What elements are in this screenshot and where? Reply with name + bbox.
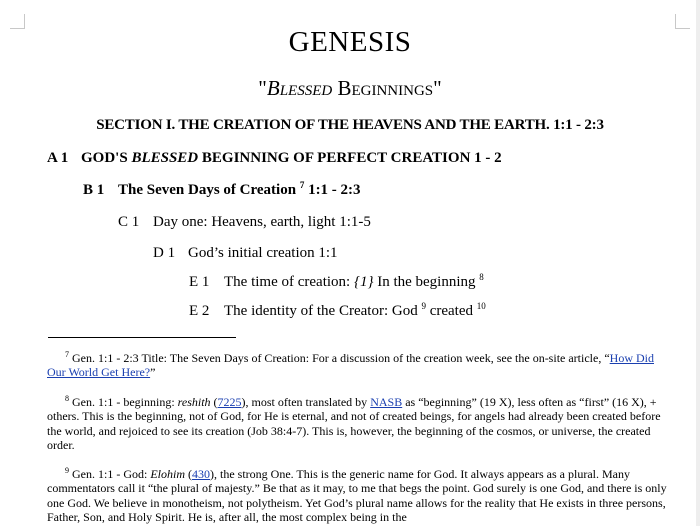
outline-b1 bbox=[83, 182, 361, 199]
outline-b1-label: B 1 bbox=[83, 182, 105, 198]
section-heading: SECTION I. THE CREATION OF THE HEAVENS AND THE EARTH. 1:1 - 2:3 bbox=[96, 117, 604, 133]
footnote-9 bbox=[47, 467, 671, 524]
subtitle-open-quote: " bbox=[258, 76, 267, 100]
outline-e2-label: E 2 bbox=[189, 303, 210, 319]
outline-e2 bbox=[189, 303, 486, 320]
footnote-ref-7[interactable]: 7 bbox=[299, 180, 305, 190]
footnote-ref-10[interactable]: 10 bbox=[476, 301, 486, 311]
outline-c1-label: C 1 bbox=[118, 214, 140, 230]
footnote-7-text: Gen. 1:1 - 2:3 Title: The Seven Days of Creation: For a discussion of the creation week, see the on-site article, “ bbox=[69, 351, 610, 365]
outline-e1-brace: {1} bbox=[353, 274, 374, 290]
footnote-ref-9[interactable]: 9 bbox=[421, 301, 426, 311]
outline-e1-pre: The time of creation: bbox=[224, 274, 354, 290]
footnote-7 bbox=[47, 351, 671, 380]
subtitle-italic: Blessed bbox=[266, 76, 333, 100]
outline-e2-post: created bbox=[425, 303, 477, 319]
outline-e1 bbox=[189, 274, 484, 291]
outline-d1-label: D 1 bbox=[153, 245, 176, 261]
outline-c1 bbox=[118, 214, 371, 231]
footnote-8-italic: reshith bbox=[177, 395, 211, 409]
outline-d1 bbox=[153, 245, 338, 262]
scrollbar[interactable] bbox=[696, 0, 700, 526]
outline-a1 bbox=[47, 150, 502, 167]
footnote-9-rest: ), the strong One. This is the generic name for God. It always appears as a plural. Many commentators call it “the plural of majesty.” Be that as it may, to me that begs the point. God surely is one God, and there is only one God. We believe in monotheism, not polytheism. Yet God’s plural name allows for the reality that He exists in three persons, Father, Son, and Holy Spirit. He is, after all, the most complex being in the bbox=[47, 467, 667, 524]
book-title: GENESIS bbox=[288, 26, 412, 58]
outline-e1-post: In the beginning bbox=[373, 274, 480, 290]
footnote-ref-8[interactable]: 8 bbox=[479, 272, 484, 282]
strongs-link-430[interactable]: 430 bbox=[192, 467, 210, 481]
footnote-8-paren: ( bbox=[210, 395, 218, 409]
outline-c1-text: Day one: Heavens, earth, light 1:1-5 bbox=[153, 214, 371, 230]
subtitle-close-quote: " bbox=[433, 76, 442, 100]
footnote-7-number: 7 bbox=[65, 350, 69, 359]
footnote-8-number: 8 bbox=[65, 394, 69, 403]
footnote-9-pre: Gen. 1:1 - God: bbox=[69, 467, 151, 481]
outline-e1-label: E 1 bbox=[189, 274, 210, 290]
outline-a1-pre: GOD'S bbox=[81, 150, 132, 166]
footnote-7-after: ” bbox=[150, 365, 156, 380]
footnote-8-pre: Gen. 1:1 - beginning: bbox=[69, 395, 178, 409]
outline-b1-ref: 1:1 - 2:3 bbox=[304, 182, 361, 198]
subtitle-rest: Beginnings bbox=[332, 76, 434, 100]
footnote-8-rest: as “beginning” (19 X), less often as “first” (16 X), + others. This is the beginning, not of God, for He is eternal, and not of created beings, for angels had already been created before the world, and rejoiced to see its creation (Job 38:4-7). This is, however, the beginning of the cosmos, or universe, the created order. bbox=[47, 395, 661, 452]
book-subtitle bbox=[0, 76, 700, 101]
nasb-link[interactable]: NASB bbox=[370, 395, 403, 409]
outline-e2-pre: The identity of the Creator: God bbox=[224, 303, 422, 319]
outline-a1-label: A 1 bbox=[47, 150, 69, 166]
footnote-separator bbox=[48, 337, 236, 338]
strongs-link-7225[interactable]: 7225 bbox=[217, 395, 242, 409]
footnote-9-paren: ( bbox=[185, 467, 192, 481]
footnote-9-italic: Elohim bbox=[150, 467, 185, 481]
outline-b1-text: The Seven Days of Creation bbox=[118, 182, 297, 198]
footnote-7-link[interactable]: How Did Our World Get Here? bbox=[47, 351, 654, 380]
outline-a1-italic: BLESSED bbox=[131, 150, 199, 166]
outline-a1-post: BEGINNING OF PERFECT CREATION 1 - 2 bbox=[198, 150, 502, 166]
outline-d1-text: God’s initial creation 1:1 bbox=[188, 245, 338, 261]
footnote-9-number: 9 bbox=[65, 466, 69, 475]
footnote-8-mid: ), most often translated by bbox=[241, 395, 371, 409]
footnote-8 bbox=[47, 395, 671, 452]
